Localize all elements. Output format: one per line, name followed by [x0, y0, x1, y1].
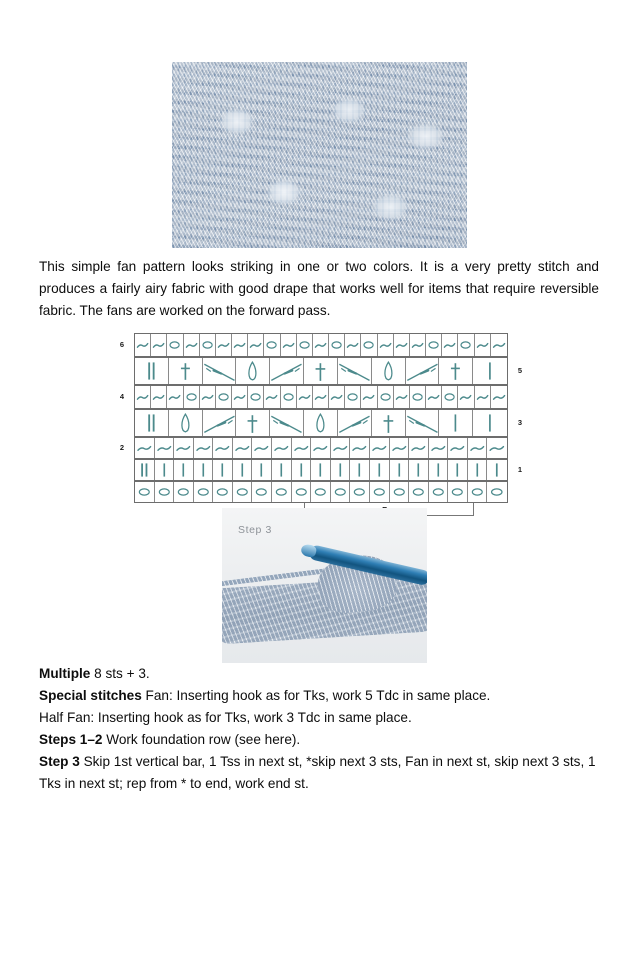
chart-cell-wave: [491, 334, 507, 356]
chart-cell-fan-center: [372, 410, 406, 436]
instruction-line: Multiple 8 sts + 3.: [39, 666, 150, 681]
wave-symbol-icon: [491, 386, 507, 408]
chain-symbol-icon: [135, 482, 154, 502]
fan-right-symbol-icon: [270, 410, 303, 436]
chart-row-label-2: 2: [119, 443, 125, 452]
chart-cell-row: [135, 358, 507, 384]
chart-cell-bar: [468, 460, 488, 480]
chain-symbol-icon: [174, 482, 193, 502]
chart-cell-fan-right: [338, 358, 372, 384]
chain-symbol-icon: [458, 334, 473, 356]
wave-symbol-icon: [200, 386, 215, 408]
chart-cell-wave: [155, 438, 175, 458]
wave-symbol-icon: [409, 438, 428, 458]
chart-cell-row: [135, 460, 507, 480]
chain-symbol-icon: [468, 482, 487, 502]
stitch-chart-grid: [112, 333, 530, 481]
chain-symbol-icon: [264, 334, 279, 356]
chart-row-6: [134, 333, 508, 357]
chart-row-1: [134, 459, 508, 481]
chart-cell-wave: [370, 438, 390, 458]
bar-symbol-icon: [473, 358, 507, 384]
chart-cell-chain: [248, 386, 264, 408]
chart-cell-fan-left: [338, 410, 372, 436]
wave-symbol-icon: [174, 438, 193, 458]
intro-paragraph: This simple fan pattern looks striking in one or two colors. It is a very pretty stitch and produces a fairly airy fabric with good drape that works well for items that require reversible fabric. The fans are worked on the forward pass.: [39, 259, 599, 319]
chart-cell-wave: [468, 438, 488, 458]
chain-symbol-icon: [345, 386, 360, 408]
wave-symbol-icon: [167, 386, 182, 408]
wave-symbol-icon: [394, 386, 409, 408]
wave-symbol-icon: [135, 438, 154, 458]
tks-cross-symbol-icon: [439, 358, 472, 384]
chart-cell-wave: [448, 438, 468, 458]
chain-symbol-icon: [329, 334, 344, 356]
chain-symbol-icon: [361, 334, 376, 356]
wave-symbol-icon: [313, 386, 328, 408]
chart-cell-chain: [468, 482, 488, 502]
wave-symbol-icon: [233, 438, 252, 458]
wave-symbol-icon: [216, 334, 231, 356]
chart-cell-wave: [361, 386, 377, 408]
chart-cell-double-bar: [135, 358, 169, 384]
chart-cell-wave: [390, 438, 410, 458]
chart-cell-bar: [487, 460, 507, 480]
chain-symbol-icon: [233, 482, 252, 502]
chart-cell-chain: [458, 334, 474, 356]
fan-right-symbol-icon: [406, 410, 439, 436]
chart-cell-chain: [297, 334, 313, 356]
chart-cell-wave: [135, 334, 151, 356]
chain-symbol-icon: [370, 482, 389, 502]
chart-cell-row: [135, 482, 507, 502]
wave-symbol-icon: [155, 438, 174, 458]
chart-cell-chain: [272, 482, 292, 502]
chart-cell-fan-left: [406, 358, 440, 384]
chart-cell-chain: [213, 482, 233, 502]
chain-symbol-icon: [448, 482, 467, 502]
wave-symbol-icon: [329, 386, 344, 408]
chart-row-3: [134, 409, 508, 437]
swatch-texture: [172, 62, 467, 248]
chart-cell-wave: [429, 438, 449, 458]
chart-cell-bar: [473, 410, 507, 436]
double-bar-symbol-icon: [135, 410, 168, 436]
wave-symbol-icon: [184, 334, 199, 356]
chain-symbol-icon: [426, 334, 441, 356]
chart-cell-teardrop: [169, 410, 203, 436]
chart-cell-wave: [329, 386, 345, 408]
bar-symbol-icon: [370, 460, 389, 480]
chart-cell-wave: [345, 334, 361, 356]
wave-symbol-icon: [475, 334, 490, 356]
wave-symbol-icon: [135, 386, 150, 408]
chain-symbol-icon: [487, 482, 507, 502]
double-bar-symbol-icon: [135, 460, 154, 480]
chart-cell-chain: [429, 482, 449, 502]
instruction-label: Step 3: [39, 754, 80, 770]
chart-cell-bar: [233, 460, 253, 480]
wave-symbol-icon: [429, 438, 448, 458]
instruction-line: Half Fan: Inserting hook as for Tks, work 3 Tdc in same place.: [39, 710, 412, 726]
chart-cell-wave: [213, 438, 233, 458]
chart-cell-tks-cross: [169, 358, 203, 384]
chain-symbol-icon: [248, 386, 263, 408]
chart-cell-chain: [311, 482, 331, 502]
stitch-chart: [112, 333, 530, 496]
chart-cell-chain: [135, 482, 155, 502]
fan-left-symbol-icon: [406, 358, 439, 384]
chart-cell-bar: [311, 460, 331, 480]
chart-row-5: [134, 357, 508, 385]
chart-cell-wave: [272, 438, 292, 458]
chart-cell-teardrop: [304, 410, 338, 436]
chart-cell-chain: [252, 482, 272, 502]
bar-symbol-icon: [487, 460, 507, 480]
chart-row-label-6: 6: [119, 340, 125, 349]
chart-cell-chain: [410, 386, 426, 408]
chart-row-label-5: 5: [517, 366, 523, 375]
bar-symbol-icon: [311, 460, 330, 480]
chart-cell-teardrop: [372, 358, 406, 384]
chain-symbol-icon: [213, 482, 232, 502]
wave-symbol-icon: [194, 438, 213, 458]
chart-cell-wave: [331, 438, 351, 458]
wave-symbol-icon: [378, 334, 393, 356]
chart-cell-chain: [184, 386, 200, 408]
double-bar-symbol-icon: [135, 358, 168, 384]
wave-symbol-icon: [281, 334, 296, 356]
instruction-label: Special stitches: [39, 688, 142, 704]
bar-symbol-icon: [292, 460, 311, 480]
chart-cell-fan-right: [203, 358, 237, 384]
instruction-label: Steps 1–2: [39, 732, 103, 748]
step-3-photo: [222, 508, 427, 663]
chart-cell-bar: [429, 460, 449, 480]
chart-cell-chain: [281, 386, 297, 408]
chart-cell-wave: [233, 438, 253, 458]
chart-cell-wave: [313, 334, 329, 356]
wave-symbol-icon: [448, 438, 467, 458]
chain-symbol-icon: [311, 482, 330, 502]
bar-symbol-icon: [272, 460, 291, 480]
bar-symbol-icon: [213, 460, 232, 480]
teardrop-symbol-icon: [372, 358, 405, 384]
chart-cell-bar: [174, 460, 194, 480]
wave-symbol-icon: [394, 334, 409, 356]
fan-left-symbol-icon: [270, 358, 303, 384]
chain-symbol-icon: [410, 386, 425, 408]
chain-symbol-icon: [378, 386, 393, 408]
wave-symbol-icon: [151, 386, 166, 408]
chart-cell-chain: [442, 386, 458, 408]
chart-cell-chain: [390, 482, 410, 502]
wave-symbol-icon: [410, 334, 425, 356]
wave-symbol-icon: [370, 438, 389, 458]
chart-cell-tks-cross: [439, 358, 473, 384]
chart-cell-chain: [370, 482, 390, 502]
wave-symbol-icon: [135, 334, 150, 356]
chart-cell-double-bar: [135, 410, 169, 436]
teardrop-symbol-icon: [304, 410, 337, 436]
wave-symbol-icon: [151, 334, 166, 356]
instruction-line: Special stitches Fan: Inserting hook as for Tks, work 5 Tdc in same place.: [39, 688, 491, 704]
chart-cell-wave: [174, 438, 194, 458]
chart-cell-wave: [216, 334, 232, 356]
chart-cell-wave: [475, 334, 491, 356]
wave-symbol-icon: [272, 438, 291, 458]
chart-cell-bar: [272, 460, 292, 480]
chart-cell-wave: [200, 386, 216, 408]
chain-symbol-icon: [292, 482, 311, 502]
wave-symbol-icon: [232, 334, 247, 356]
bar-symbol-icon: [194, 460, 213, 480]
wave-symbol-icon: [442, 334, 457, 356]
chart-cell-chain: [409, 482, 429, 502]
chart-cell-wave: [194, 438, 214, 458]
chart-cell-wave: [264, 386, 280, 408]
chart-cell-chain: [216, 386, 232, 408]
chart-cell-wave: [426, 386, 442, 408]
chain-symbol-icon: [350, 482, 369, 502]
chart-cell-wave: [151, 386, 167, 408]
bar-symbol-icon: [331, 460, 350, 480]
wave-symbol-icon: [487, 438, 507, 458]
chart-cell-fan-left: [203, 410, 237, 436]
chart-cell-chain: [378, 386, 394, 408]
wave-symbol-icon: [297, 386, 312, 408]
chart-cell-wave: [151, 334, 167, 356]
chart-cell-fan-left: [270, 358, 304, 384]
chart-cell-wave: [475, 386, 491, 408]
chart-cell-bar: [213, 460, 233, 480]
instruction-label: Multiple: [39, 666, 91, 681]
chart-cell-row: [135, 438, 507, 458]
chart-cell-wave: [248, 334, 264, 356]
chart-cell-bar: [448, 460, 468, 480]
bar-symbol-icon: [155, 460, 174, 480]
chain-symbol-icon: [167, 334, 182, 356]
chain-symbol-icon: [390, 482, 409, 502]
chart-cell-chain: [155, 482, 175, 502]
step-photo-label: Step 3: [238, 524, 272, 536]
chart-cell-chain: [331, 482, 351, 502]
teardrop-symbol-icon: [169, 410, 202, 436]
bar-symbol-icon: [350, 460, 369, 480]
fan-left-symbol-icon: [338, 410, 371, 436]
chain-symbol-icon: [184, 386, 199, 408]
chart-cell-wave: [281, 334, 297, 356]
chart-cell-chain: [329, 334, 345, 356]
chart-cell-chain: [174, 482, 194, 502]
chart-cell-fan-center: [236, 410, 270, 436]
bar-symbol-icon: [439, 410, 472, 436]
chart-cell-wave: [378, 334, 394, 356]
chart-cell-wave: [184, 334, 200, 356]
instruction-line: Step 3 Skip 1st vertical bar, 1 Tss in next st, *skip next 3 sts, Fan in next st, skip next 3 sts, 1 Tks in next st; rep from * to end, work end st.: [39, 754, 596, 792]
wave-symbol-icon: [350, 438, 369, 458]
chart-cell-fan-center: [304, 358, 338, 384]
fan-right-symbol-icon: [203, 358, 236, 384]
chart-row-label-4: 4: [119, 392, 125, 401]
chart-cell-bar: [439, 410, 473, 436]
chart-cell-chain: [167, 334, 183, 356]
chart-cell-wave: [232, 386, 248, 408]
chart-cell-fan-right: [406, 410, 440, 436]
chain-symbol-icon: [216, 386, 231, 408]
chart-cell-wave: [135, 386, 151, 408]
chart-cell-chain: [200, 334, 216, 356]
wave-symbol-icon: [475, 386, 490, 408]
chart-row-label-3: 3: [517, 418, 523, 427]
wave-symbol-icon: [426, 386, 441, 408]
chain-symbol-icon: [297, 334, 312, 356]
chart-cell-wave: [394, 334, 410, 356]
chart-cell-chain: [426, 334, 442, 356]
bar-symbol-icon: [174, 460, 193, 480]
fan-center-symbol-icon: [372, 410, 405, 436]
chart-cell-wave: [394, 386, 410, 408]
chart-cell-chain: [264, 334, 280, 356]
chart-cell-bar: [370, 460, 390, 480]
pattern-instructions: [39, 663, 601, 795]
chain-symbol-icon: [442, 386, 457, 408]
wave-symbol-icon: [361, 386, 376, 408]
chart-cell-wave: [135, 438, 155, 458]
chart-cell-wave: [252, 438, 272, 458]
wave-symbol-icon: [264, 386, 279, 408]
bar-symbol-icon: [429, 460, 448, 480]
chart-cell-wave: [458, 386, 474, 408]
chart-cell-row: [135, 386, 507, 408]
fan-right-symbol-icon: [338, 358, 371, 384]
bar-symbol-icon: [468, 460, 487, 480]
chart-cell-bar: [390, 460, 410, 480]
bar-symbol-icon: [409, 460, 428, 480]
wave-symbol-icon: [331, 438, 350, 458]
chain-symbol-icon: [155, 482, 174, 502]
bar-symbol-icon: [473, 410, 507, 436]
wave-symbol-icon: [292, 438, 311, 458]
chart-cell-teardrop: [236, 358, 270, 384]
chart-cell-fan-right: [270, 410, 304, 436]
chart-cell-bar: [350, 460, 370, 480]
chart-cell-bar: [194, 460, 214, 480]
chart-cell-chain: [487, 482, 507, 502]
chart-cell-chain: [448, 482, 468, 502]
chart-foundation-row: [134, 481, 508, 503]
wave-symbol-icon: [468, 438, 487, 458]
chain-symbol-icon: [194, 482, 213, 502]
chain-symbol-icon: [252, 482, 271, 502]
chart-cell-wave: [491, 386, 507, 408]
instruction-line: Steps 1–2 Work foundation row (see here).: [39, 732, 301, 748]
fan-left-symbol-icon: [203, 410, 236, 436]
pattern-swatch-photo: [172, 62, 467, 248]
chart-cell-wave: [297, 386, 313, 408]
chart-cell-bar: [292, 460, 312, 480]
chart-cell-chain: [350, 482, 370, 502]
chart-cell-wave: [311, 438, 331, 458]
chart-cell-wave: [232, 334, 248, 356]
wave-symbol-icon: [345, 334, 360, 356]
chart-cell-chain: [345, 386, 361, 408]
wave-symbol-icon: [311, 438, 330, 458]
chain-symbol-icon: [272, 482, 291, 502]
chart-cell-chain: [292, 482, 312, 502]
chart-cell-chain: [194, 482, 214, 502]
chart-cell-double-bar: [135, 460, 155, 480]
chain-symbol-icon: [409, 482, 428, 502]
chart-cell-wave: [313, 386, 329, 408]
wave-symbol-icon: [491, 334, 507, 356]
chart-cell-bar: [252, 460, 272, 480]
chart-cell-wave: [409, 438, 429, 458]
chart-cell-bar: [409, 460, 429, 480]
chart-cell-wave: [350, 438, 370, 458]
bar-symbol-icon: [252, 460, 271, 480]
chain-symbol-icon: [200, 334, 215, 356]
tks-cross-symbol-icon: [169, 358, 202, 384]
chart-cell-chain: [233, 482, 253, 502]
wave-symbol-icon: [213, 438, 232, 458]
chart-cell-wave: [410, 334, 426, 356]
teardrop-symbol-icon: [236, 358, 269, 384]
bar-symbol-icon: [233, 460, 252, 480]
wave-symbol-icon: [248, 334, 263, 356]
fan-center-symbol-icon: [236, 410, 269, 436]
wave-symbol-icon: [458, 386, 473, 408]
chart-cell-chain: [361, 334, 377, 356]
chart-row-4: [134, 385, 508, 409]
wave-symbol-icon: [390, 438, 409, 458]
chart-row-label-1: 1: [517, 465, 523, 474]
fan-center-symbol-icon: [304, 358, 337, 384]
bar-symbol-icon: [390, 460, 409, 480]
chart-cell-row: [135, 334, 507, 356]
chart-cell-bar: [331, 460, 351, 480]
wave-symbol-icon: [232, 386, 247, 408]
bar-symbol-icon: [448, 460, 467, 480]
chart-cell-wave: [167, 386, 183, 408]
chart-cell-wave: [442, 334, 458, 356]
wave-symbol-icon: [252, 438, 271, 458]
wave-symbol-icon: [313, 334, 328, 356]
chart-row-2: [134, 437, 508, 459]
chain-symbol-icon: [281, 386, 296, 408]
chart-cell-row: [135, 410, 507, 436]
chart-cell-wave: [292, 438, 312, 458]
chart-cell-bar: [155, 460, 175, 480]
chart-cell-bar: [473, 358, 507, 384]
chart-cell-wave: [487, 438, 507, 458]
chain-symbol-icon: [331, 482, 350, 502]
chain-symbol-icon: [429, 482, 448, 502]
